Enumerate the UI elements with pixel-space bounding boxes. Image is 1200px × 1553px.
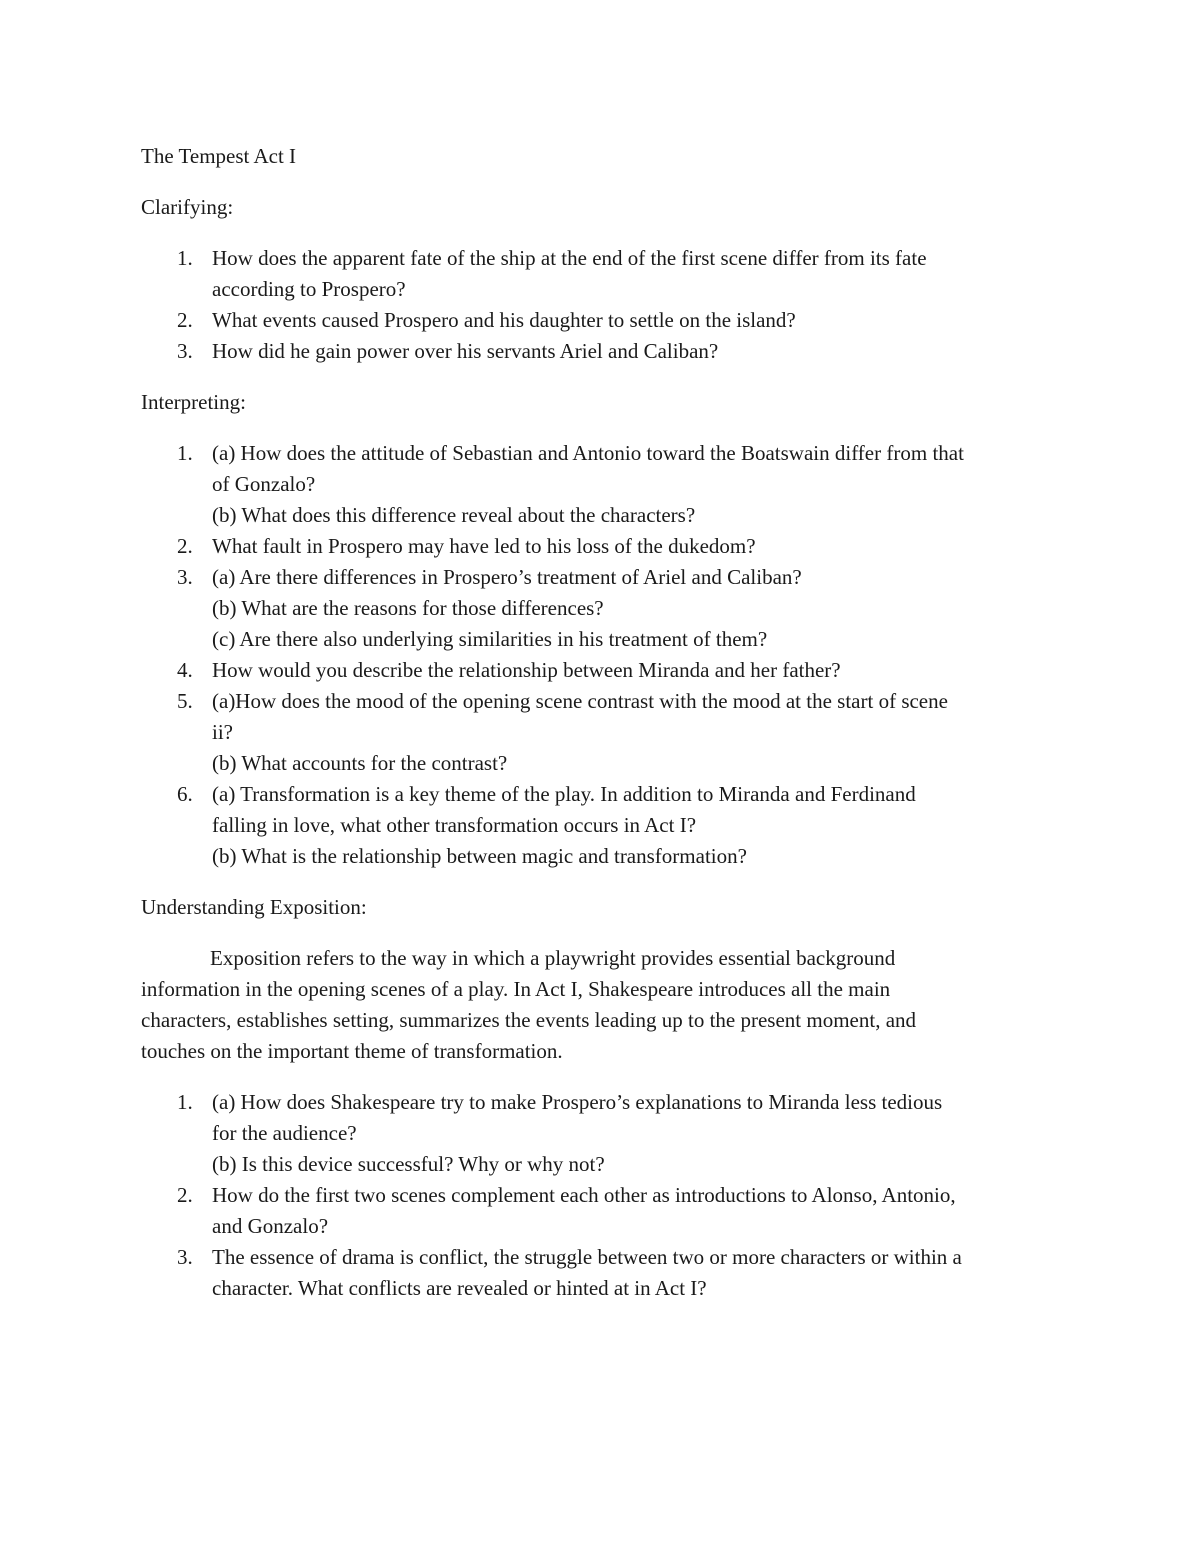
interpreting-heading: Interpreting: [141,390,246,414]
item-line: How did he gain power over his servants Ariel and Caliban? [212,339,719,363]
paragraph-line: information in the opening scenes of a play. In Act I, Shakespeare introduces all the main [141,977,891,1001]
item-line: of Gonzalo? [212,472,316,496]
item-number: 3. [177,565,193,589]
item-line: (a) How does the attitude of Sebastian and Antonio toward the Boatswain differ from that [212,441,964,465]
item-number: 5. [177,689,193,713]
item-number: 3. [177,339,193,363]
paragraph-line: characters, establishes setting, summarizes the events leading up to the present moment, and [141,1008,917,1032]
list-item [141,686,1066,779]
interpreting-list [141,438,1066,872]
item-line: for the audience? [212,1121,357,1145]
item-number: 2. [177,534,193,558]
item-number: 3. [177,1245,193,1269]
list-item [141,562,1066,655]
list-item [141,438,1066,531]
item-line: ii? [212,720,233,744]
list-item [141,655,1066,686]
item-number: 2. [177,1183,193,1207]
list-item [141,779,1066,872]
item-number: 4. [177,658,193,682]
item-line: (b) What are the reasons for those differences? [212,596,604,620]
item-line: (a) Are there differences in Prospero’s treatment of Ariel and Caliban? [212,565,802,589]
exposition-list [141,1087,1066,1304]
document-title: The Tempest Act I [141,144,297,168]
document-page [141,141,1066,1324]
list-item [141,336,1066,367]
item-number: 6. [177,782,193,806]
item-line: character. What conflicts are revealed or hinted at in Act I? [212,1276,707,1300]
item-line: How do the first two scenes complement each other as introductions to Alonso, Antonio, [212,1183,956,1207]
item-line: What events caused Prospero and his daughter to settle on the island? [212,308,796,332]
item-line: (a)How does the mood of the opening scene contrast with the mood at the start of scene [212,689,948,713]
item-line: The essence of drama is conflict, the struggle between two or more characters or within a [212,1245,962,1269]
item-line: and Gonzalo? [212,1214,329,1238]
item-line: What fault in Prospero may have led to his loss of the dukedom? [212,534,756,558]
clarifying-list [141,243,1066,367]
item-line: How would you describe the relationship between Miranda and her father? [212,658,841,682]
list-item [141,1087,1066,1180]
item-line: (b) What is the relationship between magic and transformation? [212,844,747,868]
item-number: 1. [177,246,193,270]
item-number: 1. [177,1090,193,1114]
clarifying-heading: Clarifying: [141,195,234,219]
item-line: (b) Is this device successful? Why or why not? [212,1152,605,1176]
item-line: (b) What accounts for the contrast? [212,751,508,775]
item-number: 2. [177,308,193,332]
exposition-paragraph [141,943,1066,1067]
list-item [141,531,1066,562]
item-line: (a) Transformation is a key theme of the play. In addition to Miranda and Ferdinand [212,782,916,806]
list-item [141,305,1066,336]
item-line: according to Prospero? [212,277,406,301]
list-item [141,1242,1066,1304]
list-item [141,1180,1066,1242]
exposition-heading: Understanding Exposition: [141,895,367,919]
item-line: (a) How does Shakespeare try to make Prospero’s explanations to Miranda less tedious [212,1090,943,1114]
item-line: How does the apparent fate of the ship at the end of the first scene differ from its fate [212,246,927,270]
item-number: 1. [177,441,193,465]
list-item [141,243,1066,305]
paragraph-line: touches on the important theme of transformation. [141,1039,563,1063]
paragraph-line: Exposition refers to the way in which a playwright provides essential background [210,946,896,970]
item-line: (c) Are there also underlying similarities in his treatment of them? [212,627,768,651]
item-line: falling in love, what other transformation occurs in Act I? [212,813,697,837]
item-line: (b) What does this difference reveal about the characters? [212,503,696,527]
